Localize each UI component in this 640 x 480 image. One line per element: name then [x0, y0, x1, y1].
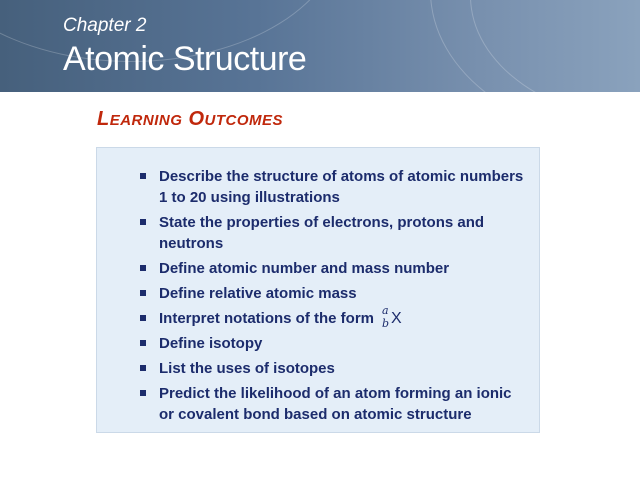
- notation-subscript: b: [382, 317, 390, 330]
- slide-title: Atomic Structure: [63, 40, 307, 78]
- list-item: [140, 304, 530, 330]
- list-item-text: Interpret notations of the form: [159, 310, 374, 327]
- notation-superscript: a: [382, 304, 389, 317]
- list-item-text: Describe the structure of atoms of atomic numbers 1 to 20 using illustrations: [159, 168, 524, 206]
- list-item-text: Predict the likelihood of an atom forming an ionic or covalent bond based on atomic structure: [159, 385, 512, 423]
- list-item-text: Define atomic number and mass number: [159, 260, 450, 277]
- list-item: [140, 333, 530, 354]
- square-bullet-icon: [140, 265, 146, 271]
- square-bullet-icon: [140, 290, 146, 296]
- square-bullet-icon: [140, 219, 146, 225]
- list-item: [140, 166, 530, 208]
- list-item: [140, 358, 530, 379]
- heading-rest: UTCOMES: [204, 112, 284, 129]
- list-item: [140, 283, 530, 304]
- list-item: [140, 212, 530, 254]
- notation-symbol: X: [391, 310, 402, 327]
- square-bullet-icon: [140, 340, 146, 346]
- square-bullet-icon: [140, 173, 146, 179]
- list-item: [140, 258, 530, 279]
- chapter-label: Chapter 2: [63, 15, 147, 36]
- nuclide-notation: [380, 304, 406, 330]
- outcomes-list: [140, 166, 530, 429]
- list-item-text: Define relative atomic mass: [159, 285, 357, 302]
- list-item: [140, 383, 530, 425]
- heading-initial: O: [188, 108, 205, 130]
- heading-initial: L: [97, 108, 110, 130]
- slide-header: [0, 0, 640, 92]
- square-bullet-icon: [140, 365, 146, 371]
- square-bullet-icon: [140, 315, 146, 321]
- learning-outcomes-heading: [97, 108, 283, 131]
- list-item-text: Define isotopy: [159, 335, 263, 352]
- list-item-text: State the properties of electrons, protons and neutrons: [159, 214, 485, 252]
- list-item-text: List the uses of isotopes: [159, 360, 335, 377]
- heading-rest: EARNING: [109, 112, 183, 129]
- square-bullet-icon: [140, 390, 146, 396]
